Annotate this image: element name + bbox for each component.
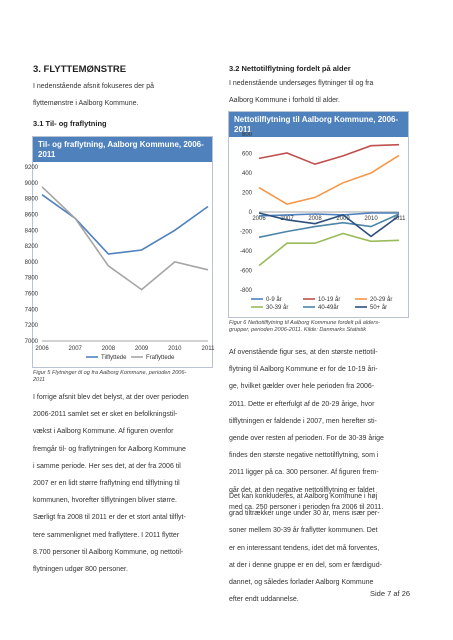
text-line: efter endt uddannelse.	[229, 596, 299, 604]
legend-label: Tilflyttede	[101, 355, 127, 361]
legend-label: 10-19 år	[318, 297, 341, 303]
series-line	[259, 145, 399, 165]
caption-line: Figur 5 Flytninger til og fra Aalborg Kommune, perioden 2006-	[33, 370, 187, 376]
y-tick-label: 8000	[24, 259, 38, 266]
series-line	[42, 195, 208, 254]
y-tick-label: 8800	[24, 196, 38, 203]
series-line	[259, 155, 399, 204]
chart-1-plot	[24, 137, 215, 367]
text-line: 2011. Dette er efterfulgt af de 20-29 årige, hvor	[229, 400, 375, 408]
text-line: Aalborg Kommune i forhold til alder.	[229, 97, 340, 105]
text-line: kommunen, hvorefter tilflytningen bliver større.	[33, 497, 177, 505]
page-number: Side 7 af 26	[370, 589, 411, 598]
y-tick-label: 800	[241, 132, 252, 138]
x-tick-label: 2006	[252, 216, 266, 222]
right-body-2	[229, 488, 382, 608]
y-tick-label: 0	[248, 210, 252, 216]
y-tick-label: -400	[239, 249, 252, 255]
chart-2-plot	[229, 112, 408, 317]
text-line: fremgår til- og fraflytningen for Aalborg Kommune	[33, 445, 186, 453]
legend-label: 50+ år	[370, 305, 388, 311]
text-line: tilflytningen er faldende i 2007, men herefter sti-	[229, 417, 377, 425]
text-line: tere sammenlignet med fraflyttere. I 2011 flytter	[33, 531, 180, 539]
left-body	[33, 389, 189, 578]
text-line: 2007 er en lidt større fraflytning end tilflytning til	[33, 480, 180, 488]
y-tick-label: -600	[239, 268, 252, 275]
y-tick-label: 8400	[24, 228, 38, 235]
y-tick-label: 7600	[24, 291, 38, 298]
x-tick-label: 2011	[392, 216, 406, 222]
y-tick-label: 8600	[24, 212, 38, 219]
text-line: ge, hvilket gælder over hele perioden fra 2006-	[229, 383, 375, 391]
chart-2-title: Nettotilflytning til Aalborg Kommune, 2006-2011	[229, 112, 408, 137]
y-tick-label: 7800	[24, 275, 38, 282]
text-line: flytningen udgør 800 personer.	[33, 566, 128, 574]
text-line: med ca. 250 personer i perioden fra 2006 til 2011.	[229, 503, 384, 511]
caption-line: grupper, perioden 2006-2011. Kilde: Danmarks Statistik	[229, 327, 367, 333]
x-tick-label: 2010	[168, 346, 182, 352]
y-tick-label: 8200	[24, 244, 38, 251]
y-tick-label: 200	[241, 190, 252, 197]
legend-label: 20-29 år	[370, 297, 393, 303]
y-tick-label: 9200	[24, 165, 38, 171]
text-line: grad tiltrækker unge under 30 år, mens især per-	[229, 510, 380, 518]
figure-6-caption	[229, 320, 414, 334]
y-tick-label: 400	[241, 171, 252, 177]
text-line: 8.700 personer til Aalborg Kommune, og nettotil-	[33, 548, 184, 556]
text-line: soner mellem 30-39 år fraflytter kommunen. Det	[229, 527, 378, 535]
y-tick-label: 600	[241, 151, 252, 158]
caption-line: 2011	[33, 377, 46, 383]
y-tick-label: -200	[239, 229, 252, 236]
right-intro	[229, 75, 373, 109]
chart-1	[24, 136, 215, 368]
text-line: i samme periode. Her ses det, at der fra 2006 til	[33, 462, 181, 470]
text-line: gende over resten af perioden. For de 30-39 årige	[229, 435, 384, 443]
section-heading: 3. FLYTTEMØNSTRE	[33, 64, 127, 75]
chart-1-title: Til- og fraflytning, Aalborg Kommune, 2006-2011	[33, 137, 212, 162]
chart-2	[228, 111, 409, 318]
text-line: I nedenstående afsnit fokuseres der på	[33, 83, 155, 90]
text-line: I forrige afsnit blev det belyst, at der over perioden	[33, 394, 189, 401]
text-line: 2011 ligger på ca. 300 personer. Af figuren frem-	[229, 469, 379, 477]
x-tick-label: 2010	[364, 216, 378, 222]
y-tick-label: 7200	[24, 323, 38, 330]
subsection-heading-2: 3.2 Nettotilflytning fordelt på alder	[229, 64, 351, 73]
x-tick-label: 2007	[280, 216, 294, 222]
x-tick-label: 2009	[336, 216, 350, 222]
y-tick-label: 9000	[24, 180, 38, 187]
y-tick-label: -800	[239, 288, 252, 294]
text-line: at der i denne gruppe er en del, som er færdigud-	[229, 561, 382, 569]
text-line: er en interessant tendens, idet det må forventes,	[229, 544, 380, 552]
text-line: dannet, og således forlader Aalborg Kommune	[229, 579, 374, 587]
text-line: flyttemønstre i Aalborg Kommune.	[33, 100, 139, 108]
series-line	[259, 234, 399, 266]
text-line: 2006-2011 samlet set er sket en befolkningstil-	[33, 411, 178, 419]
text-line: flytning til Aalborg Kommune er for de 10-19 åri-	[229, 366, 378, 374]
legend-label: Fraflyttede	[146, 355, 175, 361]
x-tick-label: 2006	[35, 346, 49, 352]
text-line: går det, at den negative nettotilflytning er faldet	[229, 486, 375, 494]
x-tick-label: 2008	[101, 346, 116, 352]
subsection-heading-1: 3.1 Til- og fraflytning	[33, 119, 107, 128]
x-tick-label: 2008	[308, 216, 322, 222]
text-line: vækst i Aalborg Kommune. Af figuren ovenfor	[33, 428, 174, 436]
legend-label: 30-39 år	[266, 305, 289, 311]
figure-5-caption	[33, 370, 213, 384]
legend-label: 0-9 år	[266, 297, 282, 303]
x-tick-label: 2007	[68, 346, 82, 352]
text-line: Af ovenstående figur ses, at den største nettotil-	[229, 349, 378, 356]
x-tick-label: 2009	[134, 346, 149, 352]
text-line: Særligt fra 2008 til 2011 er der et stort antal tilflyt-	[33, 514, 186, 522]
series-line	[42, 187, 208, 290]
legend-label: 40-49år	[318, 305, 339, 311]
text-line: findes den største negative nettotilflytning, som i	[229, 452, 379, 460]
text-line: I nedenstående undersøges flytninger til og fra	[229, 80, 374, 87]
y-tick-label: 7000	[24, 339, 38, 345]
y-tick-label: 7400	[24, 307, 38, 314]
text-line: Det kan konkluderes, at Aalborg Kommune i høj	[229, 493, 378, 500]
series-line	[259, 213, 399, 216]
left-intro	[33, 78, 154, 112]
caption-line: Figur 6 Nettotilflytning til Aalborg Kommune fordelt på alders-	[229, 320, 380, 326]
x-tick-label: 2011	[201, 346, 215, 352]
